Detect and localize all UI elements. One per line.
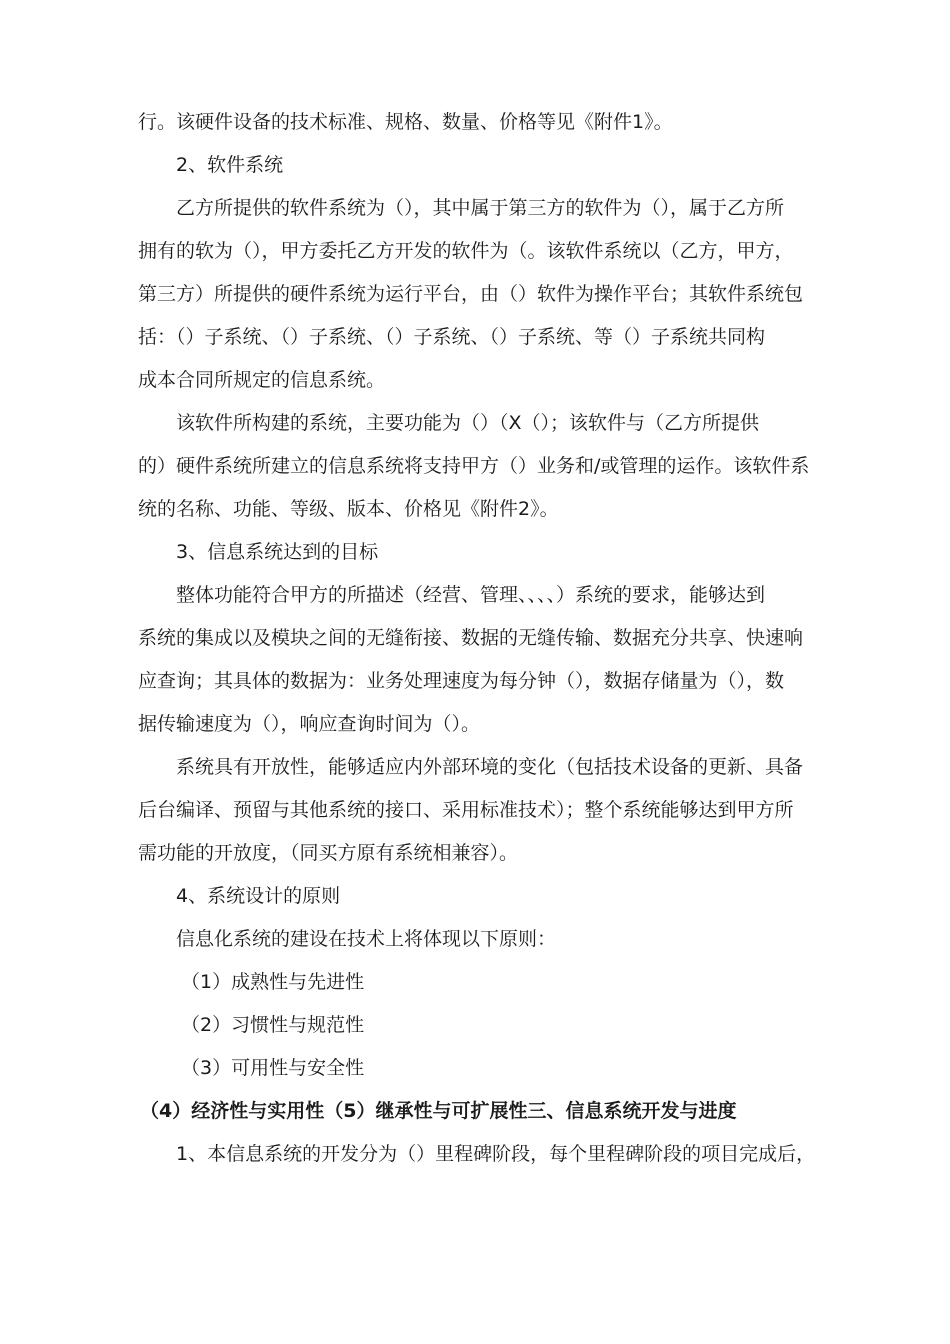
paragraph-line: 应查询；其具体的数据为：业务处理速度为每分钟（），数据存储量为（），数 xyxy=(138,670,785,692)
paragraph-line: 系统具有开放性，能够适应内外部环境的变化（包括技术设备的更新、具备 xyxy=(176,756,804,778)
paragraph-line: 1、本信息系统的开发分为（）里程碑阶段，每个里程碑阶段的项目完成后， xyxy=(176,1143,816,1165)
paragraph-line: 行。该硬件设备的技术标准、规格、数量、价格等见《附件1》。 xyxy=(138,111,673,133)
paragraph-line: 该软件所构建的系统，主要功能为（）（X（）；该软件与（乙方所提供 xyxy=(176,412,760,434)
list-item: （2）习惯性与规范性 xyxy=(181,1014,365,1036)
paragraph-line: 成本合同所规定的信息系统。 xyxy=(138,369,386,391)
paragraph-line: 括：（）子系统、（）子系统、（）子系统、（）子系统、等（）子系统共同构 xyxy=(138,326,766,348)
paragraph-line: 整体功能符合甲方的所描述（经营、管理、、、、）系统的要求，能够达到 xyxy=(176,584,766,606)
paragraph-line: 据传输速度为（），响应查询时间为（）。 xyxy=(138,713,481,735)
list-item: （3）可用性与安全性 xyxy=(181,1057,365,1079)
paragraph-line: 统的名称、功能、等级、版本、价格见《附件2》。 xyxy=(138,498,559,520)
paragraph-line: 乙方所提供的软件系统为（），其中属于第三方的软件为（），属于乙方所 xyxy=(176,197,785,219)
list-item: （1）成熟性与先进性 xyxy=(181,971,365,993)
paragraph-line: 信息化系统的建设在技术上将体现以下原则： xyxy=(176,928,557,950)
paragraph-line: 后台编译、预留与其他系统的接口、采用标准技术）；整个系统能够达到甲方所 xyxy=(138,799,794,821)
section-heading-principle: 4、系统设计的原则 xyxy=(176,885,341,907)
section-heading-software: 2、软件系统 xyxy=(176,154,284,176)
paragraph-line: 第三方）所提供的硬件系统为运行平台，由（）软件为操作平台；其软件系统包 xyxy=(138,283,804,305)
paragraph-line: 拥有的软为（），甲方委托乙方开发的软件为（。该软件系统以（乙方，甲方， xyxy=(138,240,794,262)
paragraph-line: 系统的集成以及模块之间的无缝衔接、数据的无缝传输、数据充分共享、快速响 xyxy=(138,627,804,649)
bold-heading-line: （4）经济性与实用性（5）继承性与可扩展性三、信息系统开发与进度 xyxy=(140,1100,737,1122)
paragraph-line: 的）硬件系统所建立的信息系统将支持甲方（）业务和/或管理的运作。该软件系 xyxy=(138,455,810,477)
paragraph-line: 需功能的开放度，（同买方原有系统相兼容）。 xyxy=(138,842,519,864)
section-heading-goal: 3、信息系统达到的目标 xyxy=(176,541,379,563)
